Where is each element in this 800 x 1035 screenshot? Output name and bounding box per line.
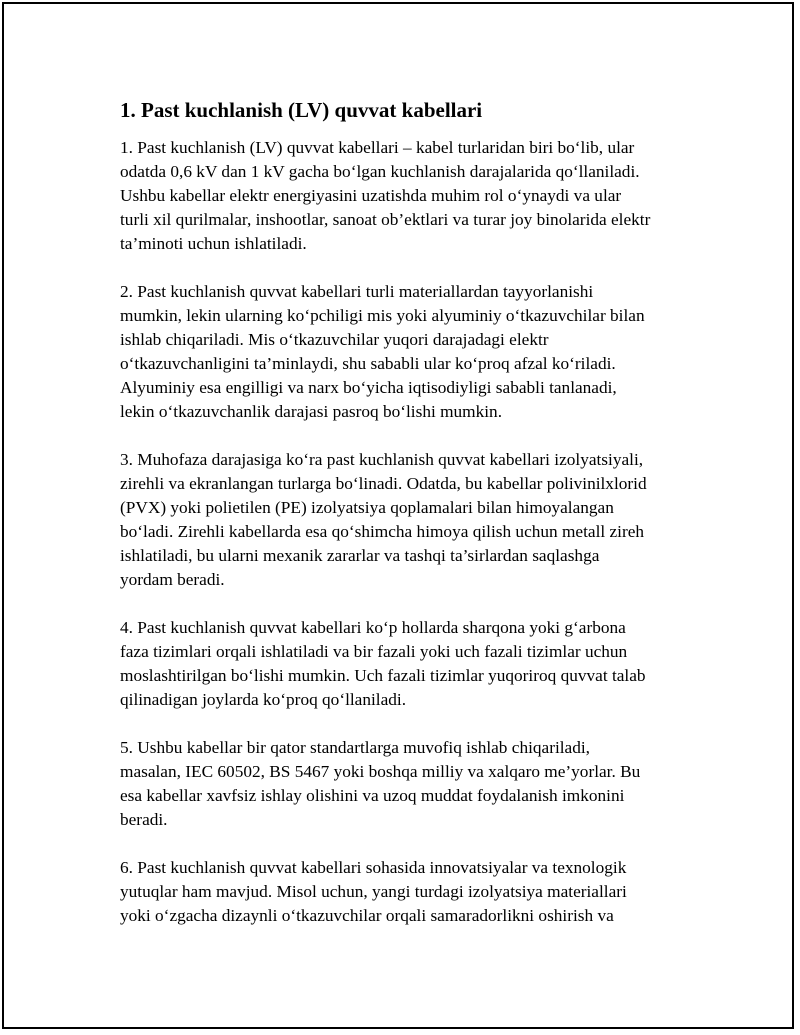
paragraph-line: esa kabellar xavfsiz ishlay olishini va uzoq muddat foydalanish imkonini bbox=[120, 786, 625, 805]
paragraph-line: (PVX) yoki polietilen (PE) izolyatsiya qoplamalari bilan himoyalangan bbox=[120, 498, 614, 517]
paragraph-1 bbox=[120, 136, 700, 256]
paragraph-line: 4. Past kuchlanish quvvat kabellari ko‘p hollarda sharqona yoki g‘arbona bbox=[120, 618, 626, 637]
paragraph-4 bbox=[120, 616, 700, 712]
paragraph-line: ishlatiladi, bu ularni mexanik zararlar va tashqi ta’sirlardan saqlashga bbox=[120, 546, 600, 565]
paragraph-line: moslashtirilgan bo‘lishi mumkin. Uch fazali tizimlar yuqoriroq quvvat talab bbox=[120, 666, 646, 685]
paragraph-line: lekin o‘tkazuvchanlik darajasi pasroq bo‘lishi mumkin. bbox=[120, 402, 503, 421]
paragraph-2 bbox=[120, 280, 700, 424]
paragraph-line: 5. Ushbu kabellar bir qator standartlarga muvofiq ishlab chiqariladi, bbox=[120, 738, 590, 757]
paragraph-line: mumkin, lekin ularning ko‘pchiligi mis yoki alyuminiy o‘tkazuvchilar bilan bbox=[120, 306, 645, 325]
paragraph-line: ishlab chiqariladi. Mis o‘tkazuvchilar yuqori darajadagi elektr bbox=[120, 330, 549, 349]
paragraph-line: Ushbu kabellar elektr energiyasini uzatishda muhim rol o‘ynaydi va ular bbox=[120, 186, 622, 205]
paragraph-line: bo‘ladi. Zirehli kabellarda esa qo‘shimcha himoya qilish uchun metall zireh bbox=[120, 522, 645, 541]
paragraph-line: masalan, IEC 60502, BS 5467 yoki boshqa milliy va xalqaro me’yorlar. Bu bbox=[120, 762, 641, 781]
paragraph-line: 1. Past kuchlanish (LV) quvvat kabellari – kabel turlaridan biri bo‘lib, ular bbox=[120, 138, 635, 157]
paragraph-line: qilinadigan joylarda ko‘proq qo‘llaniladi. bbox=[120, 690, 407, 709]
paragraph-line: yutuqlar ham mavjud. Misol uchun, yangi turdagi izolyatsiya materiallari bbox=[120, 882, 627, 901]
document-body bbox=[120, 96, 700, 952]
paragraph-line: odatda 0,6 kV dan 1 kV gacha bo‘lgan kuchlanish darajalarida qo‘llaniladi. bbox=[120, 162, 640, 181]
paragraph-line: zirehli va ekranlangan turlarga bo‘linadi. Odatda, bu kabellar polivinilxlorid bbox=[120, 474, 647, 493]
document-page bbox=[2, 2, 794, 1029]
paragraph-line: Alyuminiy esa engilligi va narx bo‘yicha iqtisodiyligi sababli tanlanadi, bbox=[120, 378, 617, 397]
paragraph-line: yordam beradi. bbox=[120, 570, 225, 589]
paragraph-line: 6. Past kuchlanish quvvat kabellari sohasida innovatsiyalar va texnologik bbox=[120, 858, 627, 877]
document-heading: 1. Past kuchlanish (LV) quvvat kabellari bbox=[120, 98, 483, 122]
paragraph-line: o‘tkazuvchanligini ta’minlaydi, shu sababli ular ko‘proq afzal ko‘riladi. bbox=[120, 354, 616, 373]
paragraph-3 bbox=[120, 448, 700, 592]
paragraph-line: beradi. bbox=[120, 810, 168, 829]
paragraph-line: ta’minoti uchun ishlatiladi. bbox=[120, 234, 307, 253]
paragraph-line: 2. Past kuchlanish quvvat kabellari turli materiallardan tayyorlanishi bbox=[120, 282, 594, 301]
paragraph-line: yoki o‘zgacha dizaynli o‘tkazuvchilar orqali samaradorlikni oshirish va bbox=[120, 906, 614, 925]
paragraph-5 bbox=[120, 736, 700, 832]
paragraph-line: faza tizimlari orqali ishlatiladi va bir fazali yoki uch fazali tizimlar uchun bbox=[120, 642, 628, 661]
paragraph-line: 3. Muhofaza darajasiga ko‘ra past kuchlanish quvvat kabellari izolyatsiyali, bbox=[120, 450, 644, 469]
paragraph-6 bbox=[120, 856, 700, 928]
paragraph-line: turli xil qurilmalar, inshootlar, sanoat ob’ektlari va turar joy binolarida elektr bbox=[120, 210, 651, 229]
